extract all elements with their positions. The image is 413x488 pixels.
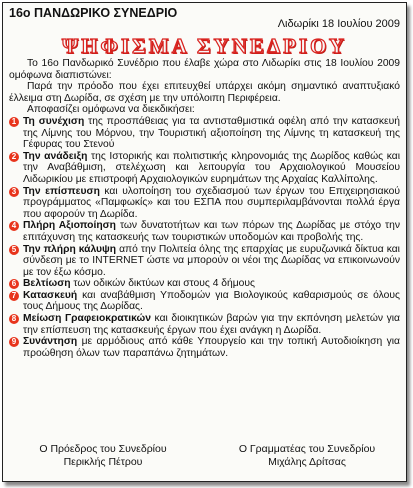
secretary-name: Μιχάλης Δρίτσας bbox=[268, 455, 346, 468]
intro-paragraph: Αποφασίζει ομόφωνα να διεκδικήσει: bbox=[27, 104, 195, 116]
number-bullet-icon: 7 bbox=[9, 291, 19, 301]
resolution-item bbox=[9, 278, 400, 290]
item-text: και διοικητικών βαρών για την εκπόνηση μελετών για την επίσπευση της κατασκευής έργων που έχει ανάγκη η Δωρίδα. bbox=[23, 313, 400, 336]
number-bullet-icon: 3 bbox=[9, 187, 19, 197]
number-bullet-icon: 1 bbox=[9, 117, 19, 127]
number-bullet-icon: 5 bbox=[9, 245, 19, 255]
article-body bbox=[9, 58, 400, 359]
resolution-item bbox=[9, 313, 400, 336]
item-text: της Ιστορικής και πολιτιστικής κληρονομιάς της Δωρίδος καθώς και την Αναβάθμιση, στελέχωση και λειτουργία του Αρχαιολογικού Μουσείου Λιδωρικίου με επιστροφή Αρχαιολογικών ευρημάτων της Αρχαίας Καλλίπολης. bbox=[23, 150, 400, 185]
item-heading: Κατασκευή bbox=[23, 289, 78, 301]
resolution-item bbox=[9, 336, 400, 359]
item-heading: Συνάντηση bbox=[23, 336, 78, 348]
item-text: και αναβάθμιση Υποδομών για Βιολογικούς καθαρισμούς σε όλους τους Δήμους της Δωρίδας. bbox=[23, 289, 400, 313]
secretary-role: Ο Γραμματέας του Συνεδρίου bbox=[238, 443, 376, 455]
item-heading: Την πλήρη κάλυψη bbox=[23, 243, 117, 255]
number-bullet-icon: 4 bbox=[9, 221, 19, 231]
item-text: και υλοποίηση του σχεδιασμού των έργων του Επιχειρησιακού προγράμματος «Παμφωκίς» και του ΕΣΠΑ που συμπεριλαμβάνονται πολλά έργα που αφορούν τη Δωρίδα. bbox=[23, 185, 400, 220]
item-text: με αρμόδιους από κάθε Υπουργείο και την τοπική Αυτοδιοίκηση για προώθηση όλων των παραπάνω ζητημάτων. bbox=[23, 336, 400, 359]
item-text: των οδικών δικτύων και στους 4 δήμους bbox=[70, 278, 255, 290]
item-heading: Πλήρη Αξιοποίηση bbox=[23, 220, 116, 232]
resolution-item bbox=[9, 220, 400, 243]
intro-paragraph: Το 16ο Πανδωρικό Συνέδριο που έλαβε χώρα στο Λιδωρίκι στις 18 Ιουλίου 2009 ομόφωνα διαπιστώνει: bbox=[9, 58, 400, 81]
resolution-item bbox=[9, 116, 400, 151]
resolution-title: ΨΗΦΙΣΜΑ ΣΥΝΕΔΡΙΟΥ bbox=[61, 34, 348, 58]
item-heading: Τη συνέχιση bbox=[23, 115, 85, 127]
item-heading: Βελτίωση bbox=[23, 278, 71, 290]
number-bullet-icon: 6 bbox=[9, 279, 19, 289]
intro-paragraph: Παρά την πρόοδο που έχει επιτευχθεί υπάρχει ακόμη σημαντικό αναπτυξιακό έλλειμα στη Δωρίδα, σε σχέση με την υπόλοιπη Περιφέρεια. bbox=[9, 81, 400, 104]
number-bullet-icon: 2 bbox=[9, 152, 19, 162]
number-bullet-icon: 9 bbox=[9, 337, 19, 347]
conference-name: 16ο ΠΑΝΔΩΡΙΚΟ ΣΥΝΕΔΡΙΟ bbox=[9, 6, 178, 20]
clipping-header bbox=[9, 6, 400, 30]
president-role: Ο Πρόεδρος του Συνεδρίου bbox=[39, 443, 167, 455]
dateline: Λιδωρίκι 18 Ιουλίου 2009 bbox=[277, 18, 400, 30]
resolution-item bbox=[9, 151, 400, 186]
resolution-item bbox=[9, 244, 400, 279]
number-bullet-icon: 8 bbox=[9, 314, 19, 324]
item-text: των δυνατοτήτων και των πόρων της Δωρίδας με στόχο την επιτάχυνση της κατασκευής των τουριστικών υποδομών και προβολής της. bbox=[23, 220, 400, 243]
president-name: Περικλής Πέτρου bbox=[63, 455, 143, 468]
secretary-signature bbox=[207, 443, 407, 468]
item-heading: Την ανάδειξη bbox=[23, 150, 88, 162]
newspaper-clipping bbox=[2, 2, 407, 482]
item-text: της προσπάθειας για τα αντισταθμιστικά οφέλη από την κατασκευή της Λίμνης του Μόρνου, την Τουριστική αξιοποίηση της Λίμνης τη κατασκευή της Γέφυρας του Στενού bbox=[23, 115, 400, 151]
item-text: από την Πολιτεία όλης της επαρχίας με ευρυζωνικά δίκτυα και σύνδεση με το INTERNET ώστε να μπορούν οι νέοι της Δωρίδας να επικοινωνούν με τον έξω κόσμο. bbox=[23, 243, 400, 278]
item-heading: Μείωση Γραφειοκρατικών bbox=[23, 313, 151, 325]
item-heading: Την επίσπευση bbox=[23, 185, 100, 197]
resolution-item bbox=[9, 290, 400, 313]
resolution-item bbox=[9, 186, 400, 221]
president-signature bbox=[23, 443, 183, 468]
